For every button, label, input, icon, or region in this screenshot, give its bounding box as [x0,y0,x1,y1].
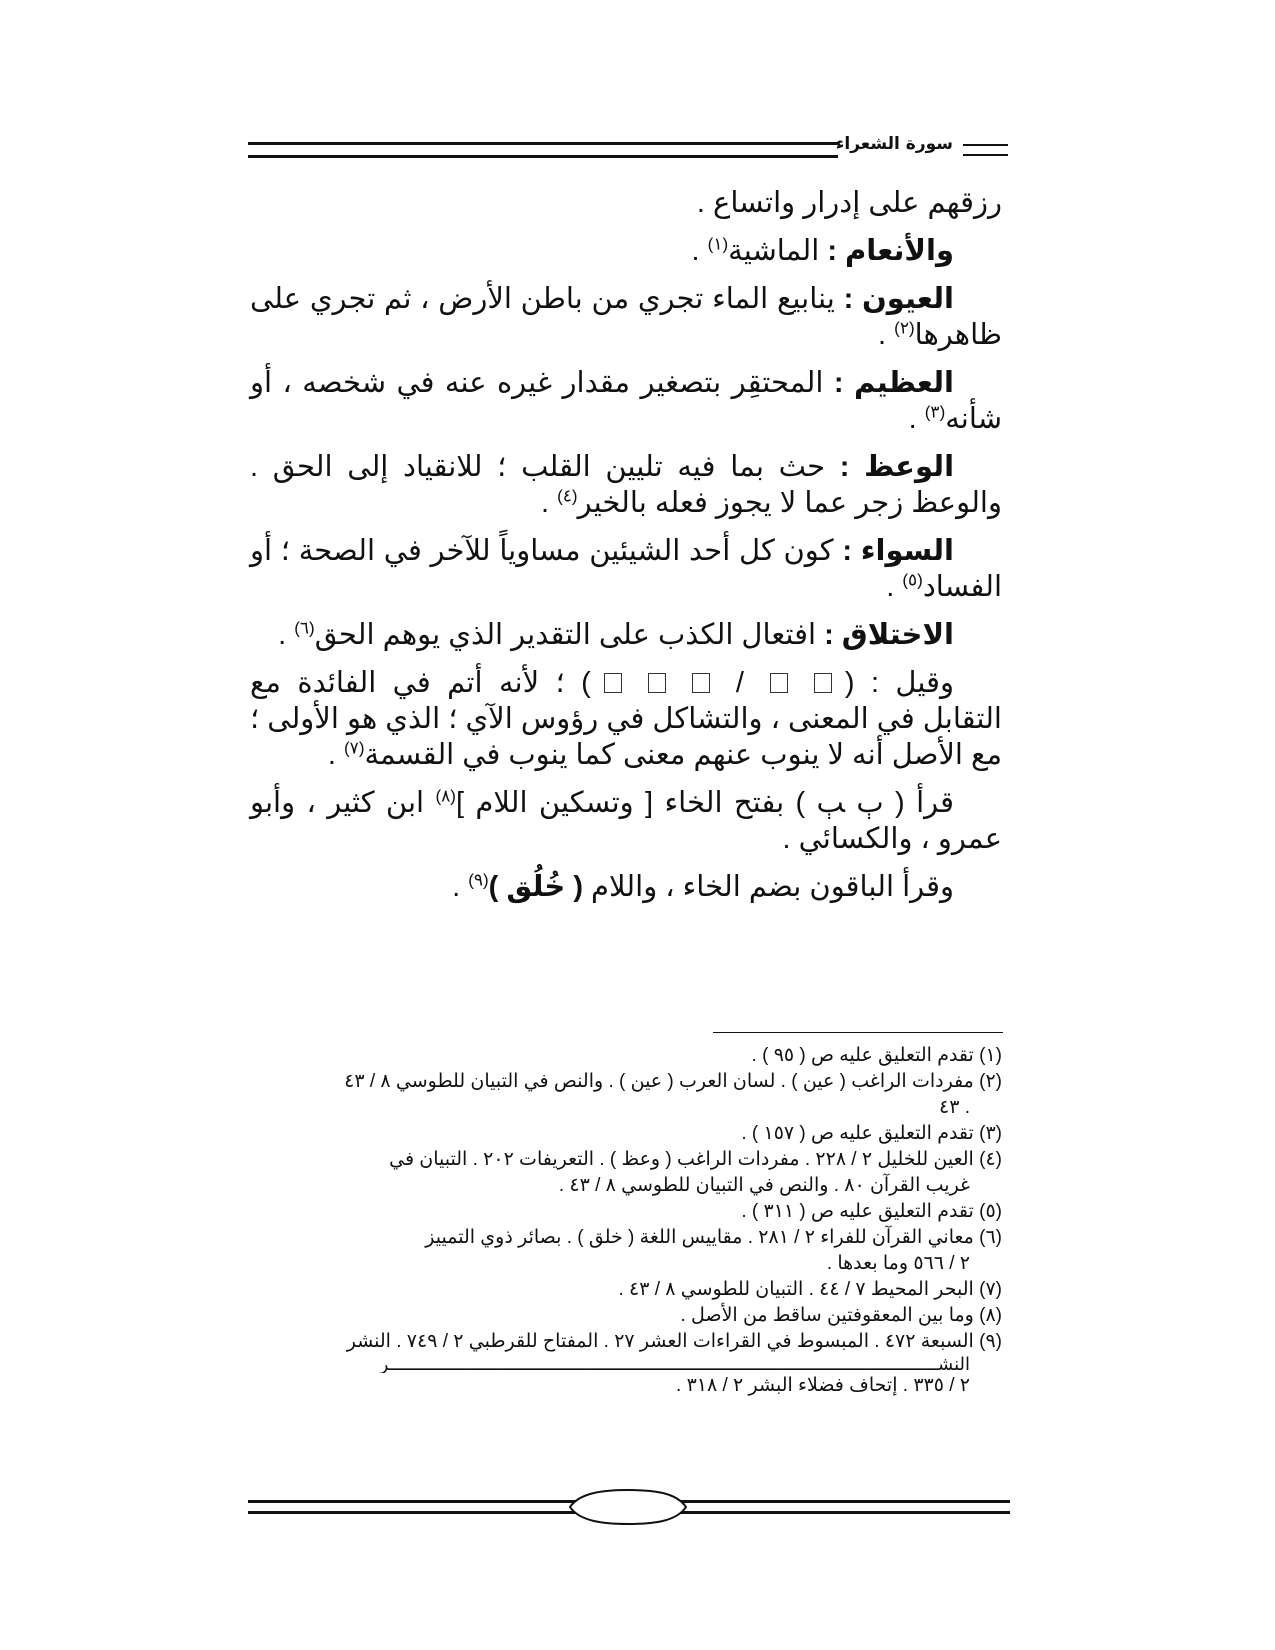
quran-glyph-placeholder [604,673,622,693]
footnote-ref-2[interactable]: (٢) [894,318,915,338]
footnote-4: (٤) العين للخليل ٢ / ٢٢٨ . مفردات الراغب ( وعظ ) . التعريفات ٢٠٢ . التبيان في [389,1149,1002,1170]
paragraph-1: رزقهم على إدرار واتساع . [696,187,1002,219]
paragraph-sawa: السواء : كون كل أحد الشيئين مساوياً للآخر في الصحة ؛ أو الفساد$^{(٥)}$ . [250,535,1002,603]
page-number-oval [566,1488,690,1526]
footnote-6: (٦) معاني القرآن للفراء ٢ / ٢٨١ . مقاييس اللغة ( خلق ) . بصائر ذوي التمييز [425,1227,1002,1248]
quran-glyph-placeholder [770,673,788,693]
term-sawa: السواء : [842,535,954,567]
paragraph-ikhtilaq: الاختلاق : افتعال الكذب على التقدير الذي يوهم الحق$^{(٦)}$ . [278,618,954,651]
word-khuluq: ( خُلُق ) [488,871,583,903]
footer-rule-right [680,1500,1010,1514]
paragraph-uyun: العيون : ينابيع الماء تجري من باطن الأرض ، ثم تجري على ظاهرها$^{(٢)}$ . [250,283,1002,351]
header-short-rule [963,144,1008,156]
quran-glyph-placeholder [648,673,666,693]
quran-glyph-placeholder [814,673,832,693]
footnote-ref-4[interactable]: (٤) [557,486,578,506]
footer-rule-left [248,1500,578,1514]
paragraph-baqun: وقرأ الباقون بضم الخاء ، واللام ( خُلُق )$^{(٩)}$ . [452,870,954,903]
footnote-ref-6[interactable]: (٦) [294,618,315,638]
footnote-9: (٩) السبعة ٤٧٢ . المبسوط في القراءات العشر ٢٧ . المفتاح للقرطبي ٢ / ٧٤٩ . النشر [346,1331,1002,1352]
paragraph-anam: والأنعام : الماشية$^{(١)}$ . [691,234,954,267]
term-waz: الوعظ : [839,451,955,483]
paragraph-qila: وقيل : (/) ؛ لأنه أتم في الفائدة مع التقابل في المعنى ، والتشاكل في رؤوس الآي ؛ الذي هو الأولى ؛ مع الأصل أنه لا ينوب عنهم معنى كما ينوب في القسمة$^{(٧)}$ . [250,667,1002,771]
header-title: سورة الشعراء [835,134,953,154]
term-azim: العظيم : [833,367,954,399]
footnote-ref-1[interactable]: (١) [707,234,729,254]
term-uyun: العيون : [843,283,954,315]
footnote-7: (٧) البحر المحيط ٧ / ٤٤ . التبيان للطوسي ٨ / ٤٣ . [618,1279,1002,1300]
footnote-ref-7[interactable]: (٧) [344,738,365,758]
term-anam: والأنعام : [827,235,954,267]
footnote-9-stretched-word: النشــــــــــــــــــــــــــــــــــــــــــــــــــــــــــــــــــــــــــــــــــــــــــــــــــــــــر [379,1355,970,1373]
footnote-ref-5[interactable]: (٥) [902,570,923,590]
footnote-9-cont: ٢ / ٣٣٥ . إتحاف فضلاء البشر ٢ / ٣١٨ . [676,1375,970,1396]
footnote-1: (١) تقدم التعليق عليه ص ( ٩٥ ) . [751,1045,1002,1066]
footnote-2: (٢) مفردات الراغب ( عين ) . لسان العرب ( عين ) . والنص في التبيان للطوسي ٨ / ٤٣ [344,1071,1002,1092]
header-double-rule [248,142,838,158]
running-header [248,124,1008,164]
paragraph-qiraa: قرأ ( ﭒ ﭓ ) بفتح الخاء [ وتسكين اللام ]$^{(٨)}$ ابن كثير ، وأبو عمرو ، والكسائي . [250,786,1002,855]
footnote-6-cont: ٢ / ٥٦٦ وما بعدها . [826,1253,970,1274]
footnotes [250,1043,1002,1399]
footnote-4-cont: غريب القرآن ٨٠ . والنص في التبيان للطوسي ٨ / ٤٣ . [558,1175,970,1196]
footnote-5: (٥) تقدم التعليق عليه ص ( ٣١١ ) . [741,1201,1002,1222]
paragraph-azim: العظيم : المحتقِر بتصغير مقدار غيره عنه في شخصه ، أو شأنه$^{(٣)}$ . [250,367,1002,435]
footnote-ref-3[interactable]: (٣) [924,402,946,422]
term-ikhtilaq: الاختلاق : [824,619,954,651]
footnote-ref-8[interactable]: (٨) [435,786,456,806]
footnote-8: (٨) وما بين المعقوفتين ساقط من الأصل . [680,1305,1002,1326]
main-text [250,185,1002,917]
footnote-2-cont: . ٤٣ [939,1097,970,1118]
quran-glyph-placeholder [692,673,710,693]
footnote-ref-9[interactable]: (٩) [468,870,489,890]
footnote-3: (٣) تقدم التعليق عليه ص ( ١٥٧ ) . [741,1123,1002,1144]
page-footer-ornament [248,1488,1010,1528]
footnote-separator [713,1032,1003,1033]
paragraph-waz: الوعظ : حث بما فيه تليين القلب ؛ للانقياد إلى الحق . والوعظ زجر عما لا يجوز فعله بالخير$^{(٤)}$ . [250,451,1002,519]
